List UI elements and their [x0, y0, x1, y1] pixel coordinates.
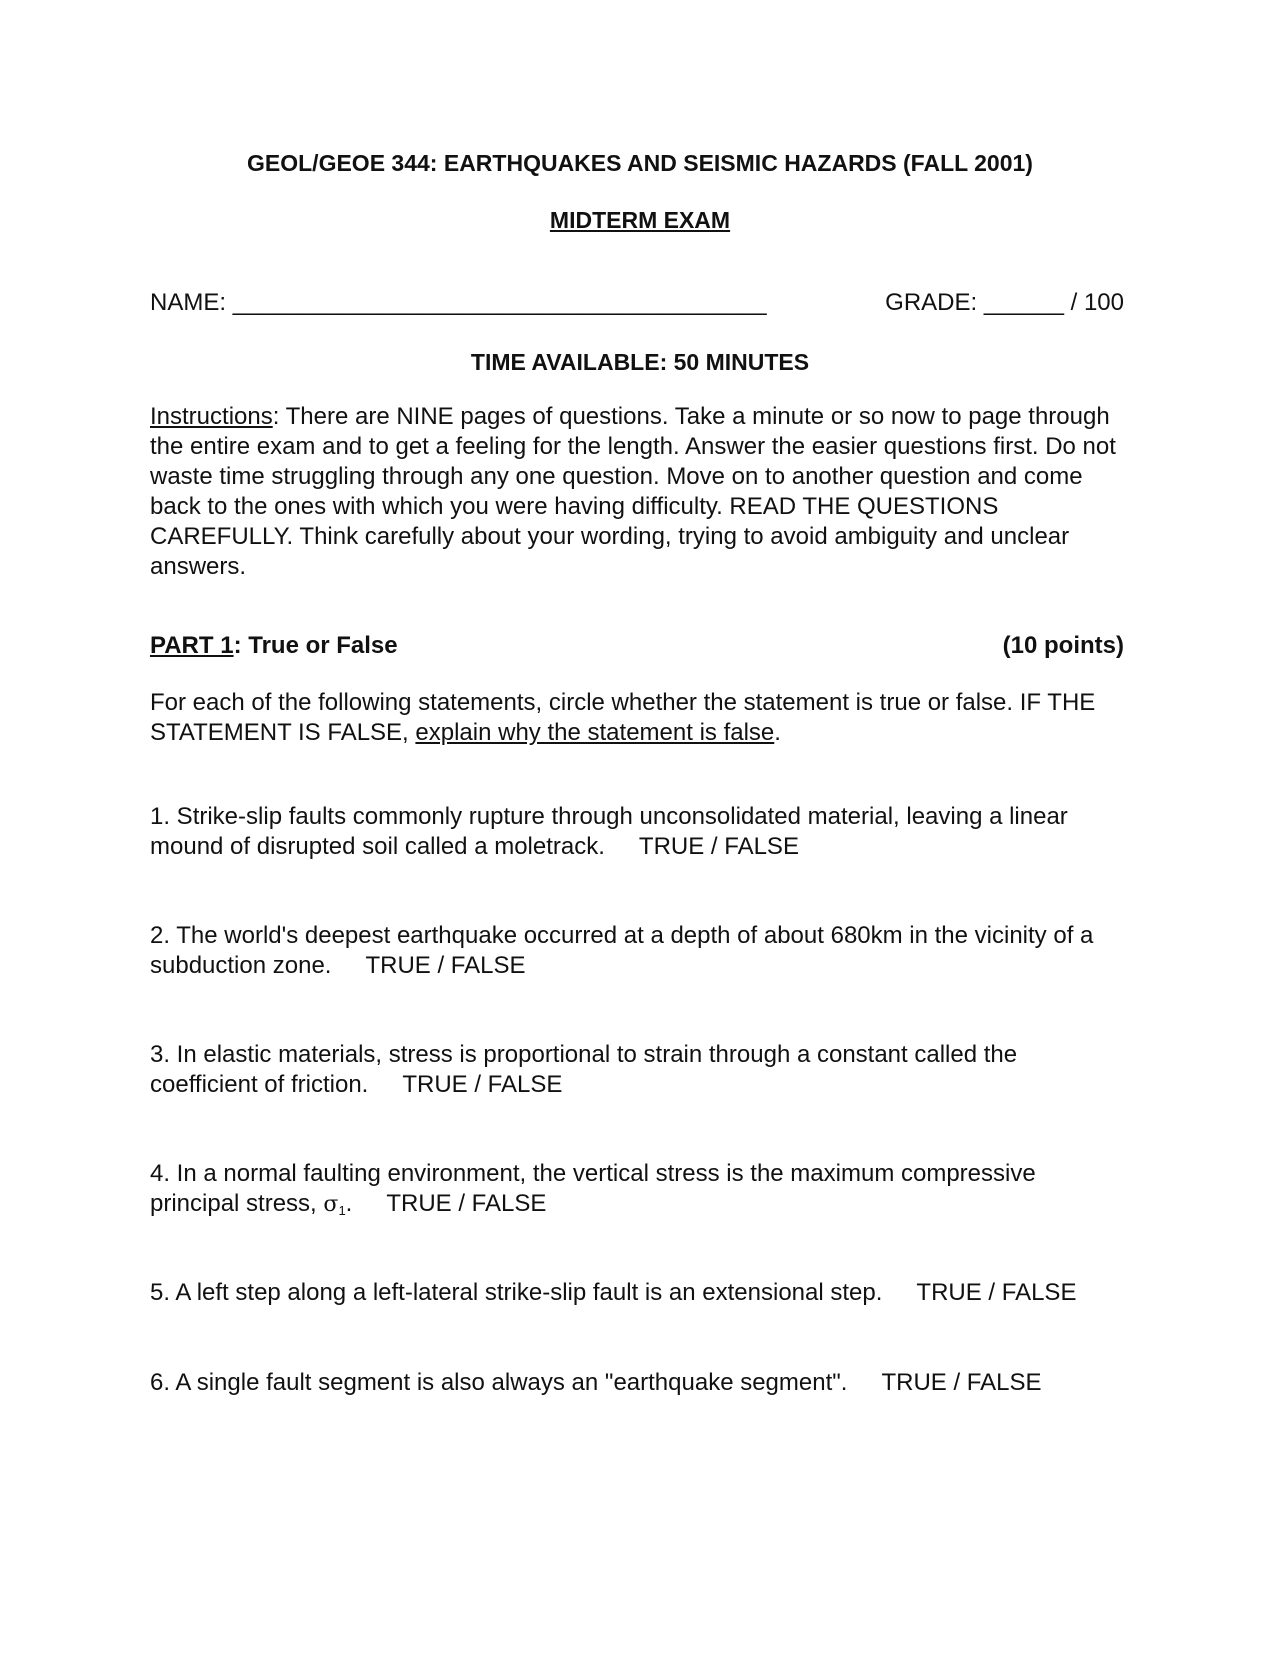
grade-total: / 100 — [1070, 289, 1124, 316]
part1-directions — [150, 688, 1130, 748]
part1-label: PART 1 — [150, 632, 234, 659]
grade-blank: ______ — [983, 289, 1064, 316]
true-false-choice[interactable]: TRUE / FALSE — [638, 833, 799, 860]
question-text: 3. In elastic materials, stress is proportional to strain through a constant called the coefficient of friction. — [150, 1041, 1018, 1098]
name-grade-row — [150, 289, 1124, 317]
question-text: 1. Strike-slip faults commonly rupture through unconsolidated material, leaving a linear mound of disrupted soil called a moletrack. — [150, 803, 1068, 860]
question-5 — [150, 1278, 1130, 1308]
part1-heading — [150, 632, 398, 660]
question-2 — [150, 921, 1130, 981]
exam-title — [0, 207, 1280, 234]
true-false-choice[interactable]: TRUE / FALSE — [386, 1190, 547, 1217]
question-end: . — [345, 1190, 353, 1217]
name-label: NAME: — [150, 289, 227, 316]
question-1 — [150, 802, 1130, 862]
question-3 — [150, 1040, 1130, 1100]
name-blank: ________________________________________ — [232, 289, 767, 316]
true-false-choice[interactable]: TRUE / FALSE — [916, 1279, 1077, 1306]
question-6 — [150, 1368, 1130, 1398]
grade-field — [885, 289, 1124, 317]
directions-text: For each of the following statements, circle whether the statement is true or false. IF THE STATEMENT IS FALSE, — [150, 689, 1096, 746]
directions-end: . — [774, 719, 781, 746]
question-text: 5. A left step along a left-lateral strike-slip fault is an extensional step. — [150, 1279, 883, 1306]
grade-label: GRADE: — [885, 289, 978, 316]
name-field — [150, 289, 767, 317]
sigma-symbol: σ — [323, 1192, 339, 1217]
exam-title-text: MIDTERM EXAM — [549, 207, 731, 233]
question-text: 4. In a normal faulting environment, the vertical stress is the maximum compressive principal stress, — [150, 1160, 1036, 1217]
instructions-label: Instructions — [150, 403, 273, 430]
part1-points: (10 points) — [1002, 632, 1124, 659]
true-false-choice[interactable]: TRUE / FALSE — [881, 1369, 1042, 1396]
question-text: 6. A single fault segment is also always an "earthquake segment". — [150, 1369, 848, 1396]
true-false-choice[interactable]: TRUE / FALSE — [365, 952, 526, 979]
question-4 — [150, 1159, 1130, 1226]
part1-header — [150, 632, 1124, 660]
question-text: 2. The world's deepest earthquake occurred at a depth of about 680km in the vicinity of a subduction zone. — [150, 922, 1094, 979]
course-title: GEOL/GEOE 344: EARTHQUAKES AND SEISMIC HAZARDS (FALL 2001) — [247, 150, 1033, 176]
instructions — [150, 402, 1130, 582]
true-false-choice[interactable]: TRUE / FALSE — [402, 1071, 563, 1098]
instructions-text: : There are NINE pages of questions. Take a minute or so now to page through the entire exam and to get a feeling for the length. Answer the easier questions first. Do not waste time struggling through any one question. Move on to another question and come back to the ones with which you were having difficulty. READ THE QUESTIONS CAREFULLY. Think carefully about your wording, trying to avoid ambiguity and unclear answers. — [150, 403, 1116, 580]
part1-title: : True or False — [233, 632, 398, 659]
time-available: TIME AVAILABLE: 50 MINUTES — [470, 349, 810, 375]
directions-underlined: explain why the statement is false — [415, 719, 775, 746]
sigma-subscript: 1 — [338, 1203, 346, 1218]
